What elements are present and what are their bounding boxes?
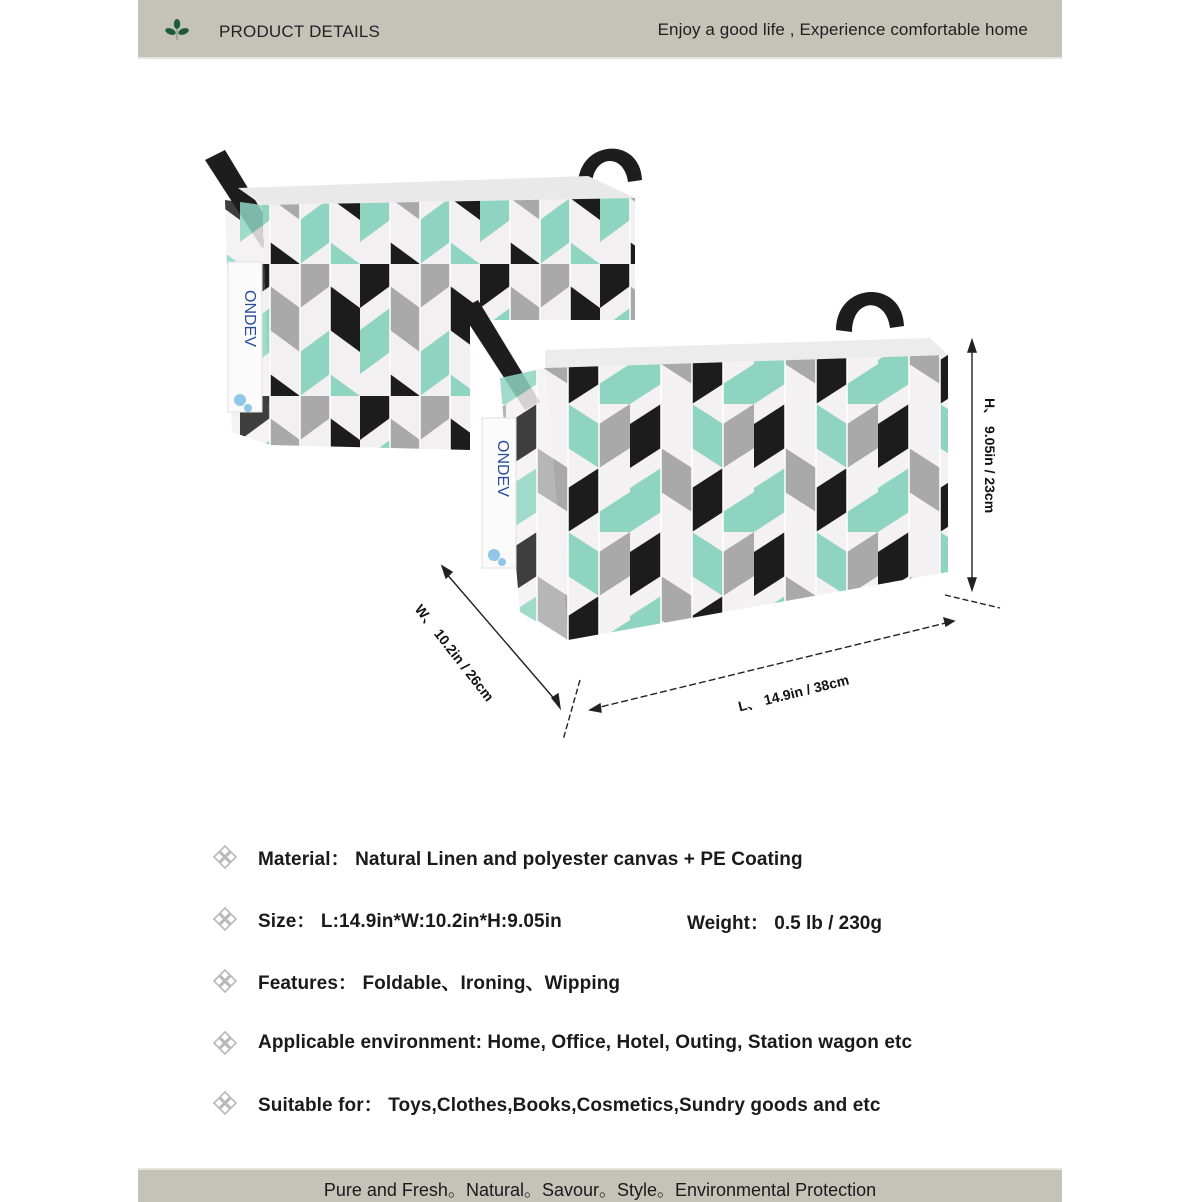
flower-bullet-icon — [210, 966, 240, 996]
front-basket — [460, 292, 948, 640]
spec-text: Features： Foldable、Ironing、Wipping — [258, 972, 621, 994]
header-tagline: Enjoy a good life , Experience comfortable home — [657, 20, 1028, 39]
length-dimension-label: L、 14.9in / 38cm — [736, 671, 851, 715]
flower-bullet-icon — [210, 842, 240, 872]
width-dimension-label: W、 10.2in / 26cm — [411, 601, 498, 705]
footer-bar — [138, 1168, 1062, 1202]
footer-slogan: Pure and Fresh。Natural。Savour。Style。Environmental Protection — [323, 1180, 877, 1200]
page-title: PRODUCT DETAILS — [219, 22, 381, 41]
spec-row-features — [210, 966, 620, 996]
spec-row-size — [210, 904, 562, 934]
spec-text: Material： Natural Linen and polyester canvas + PE Coating — [258, 848, 803, 870]
spec-weight: Weight： 0.5 lb / 230g — [687, 913, 882, 934]
flower-bullet-icon — [210, 904, 240, 934]
spec-text: Size： L:14.9in*W:10.2in*H:9.05in — [258, 910, 562, 932]
spec-row-suitable — [210, 1088, 881, 1118]
brand-tag-front: ONDEV — [494, 440, 511, 497]
height-dimension-label: H、 9.05in / 23cm — [982, 398, 998, 514]
spec-row-environment — [210, 1028, 912, 1058]
spec-text: Applicable environment: Home, Office, Hotel, Outing, Station wagon etc — [258, 1032, 913, 1053]
flower-bullet-icon — [210, 1028, 240, 1058]
brand-tag-back: ONDEV — [241, 290, 258, 347]
spec-text: Suitable for： Toys,Clothes,Books,Cosmetics,Sundry goods and etc — [258, 1094, 881, 1116]
flower-bullet-icon — [210, 1088, 240, 1118]
spec-row-material — [210, 842, 803, 872]
